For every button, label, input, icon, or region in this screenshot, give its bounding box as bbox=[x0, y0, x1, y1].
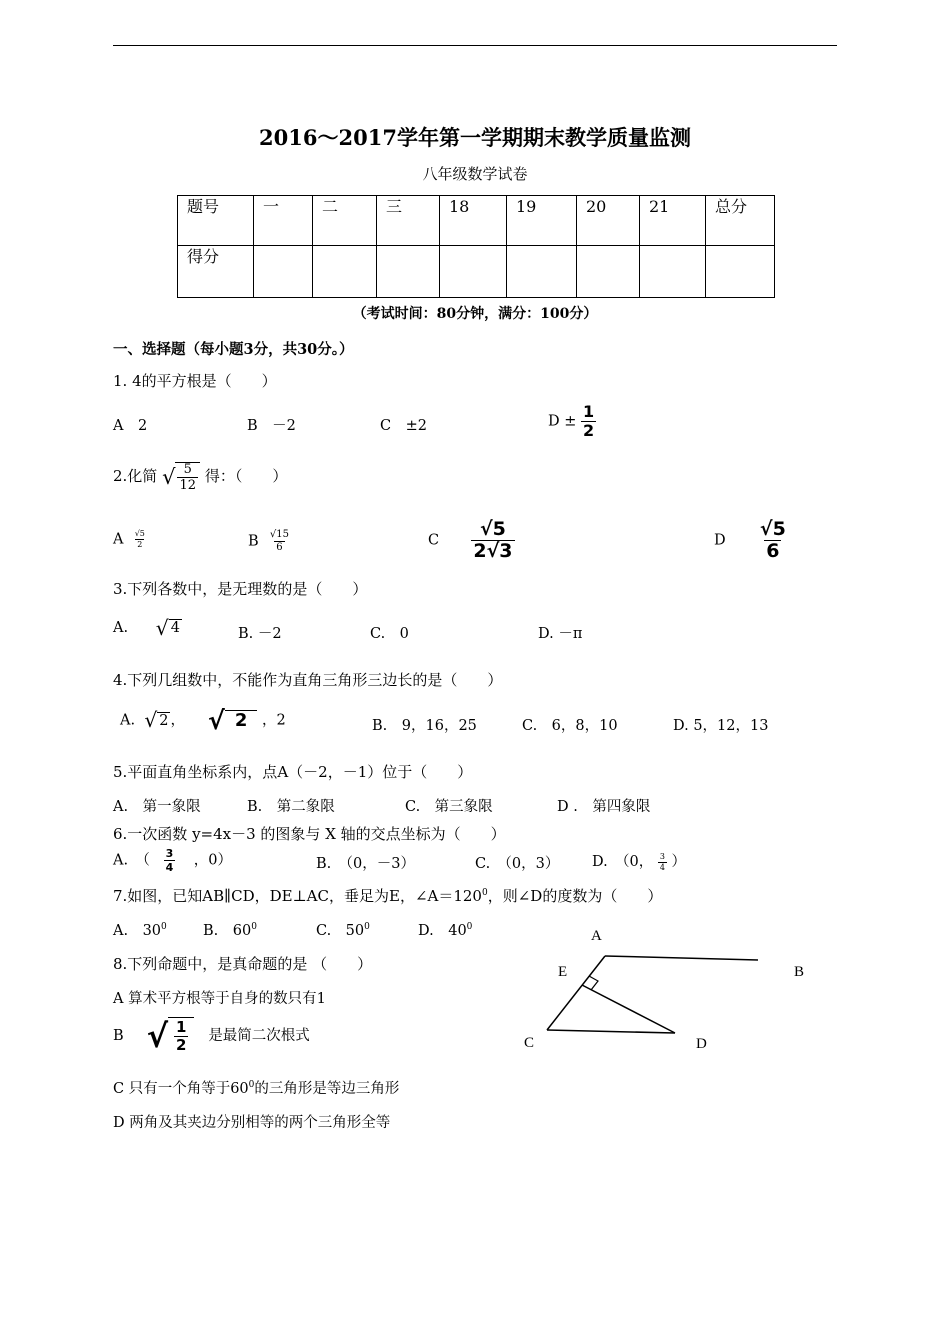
q1-option-a: A 2 bbox=[113, 418, 148, 434]
q2-option-c bbox=[428, 520, 515, 561]
question-3: 3.下列各数中，是无理数的是（ ） bbox=[113, 580, 368, 598]
q8-c-post: 的三角形是等边三角形 bbox=[254, 1081, 400, 1097]
radicand: 2 bbox=[159, 712, 169, 729]
q4-radical-2 bbox=[208, 708, 257, 733]
q4-option-a: A. √ 2 ， √ 2 ，2 bbox=[120, 706, 286, 735]
frac-numerator: √5 bbox=[759, 518, 786, 540]
score-header-cell: 19 bbox=[507, 196, 577, 246]
frac-denominator: 6 bbox=[276, 542, 283, 553]
q1-fraction bbox=[581, 404, 596, 439]
frac-numerator: 5 bbox=[183, 462, 192, 477]
q8-c-pre: C 只有一个角等于60 bbox=[113, 1081, 249, 1097]
option-text: D. 40 bbox=[418, 923, 467, 939]
degree-mark: 0 bbox=[466, 922, 473, 933]
option-letter: A. bbox=[120, 712, 136, 729]
score-row-label: 得分 bbox=[178, 246, 254, 298]
label-d: D bbox=[696, 1036, 707, 1052]
frac-denominator: 4 bbox=[165, 861, 174, 874]
q7-stem-post: ，则∠D的度数为（ ） bbox=[487, 887, 663, 905]
radical-sign-icon: √ bbox=[146, 1017, 169, 1055]
score-header-cell: 总分 bbox=[706, 196, 775, 246]
q2-a-fraction bbox=[133, 530, 147, 549]
q4-a-tail: ，2 bbox=[261, 712, 286, 729]
q2-option-b bbox=[248, 530, 291, 553]
q8-radical bbox=[147, 1017, 195, 1055]
score-cell[interactable] bbox=[706, 246, 775, 298]
score-table bbox=[177, 195, 775, 298]
question-6: 6.一次函数 y=4x－3 的图象与 X 轴的交点坐标为（ ） bbox=[113, 825, 506, 843]
frac-denominator: 2 bbox=[137, 540, 143, 549]
q4-option-c: C. 6，8，10 bbox=[522, 718, 618, 734]
score-cell[interactable] bbox=[507, 246, 577, 298]
line-de bbox=[582, 985, 675, 1033]
q6-d-fraction bbox=[658, 853, 667, 872]
line-ab bbox=[605, 956, 758, 960]
option-letter: B bbox=[248, 533, 259, 550]
q2-d-fraction bbox=[758, 520, 788, 561]
q8-option-b bbox=[113, 1017, 310, 1055]
radical-sign-icon: √ bbox=[162, 464, 176, 489]
q3-option-d: D. －π bbox=[538, 626, 583, 642]
score-table-score-row bbox=[178, 246, 775, 298]
section-title: 一、选择题（每小题3分，共30分。） bbox=[113, 341, 354, 358]
q1-option-d bbox=[548, 404, 596, 439]
degree-mark: 0 bbox=[161, 922, 167, 933]
q7-option-d bbox=[418, 919, 472, 940]
exam-subtitle: 八年级数学试卷 bbox=[422, 165, 528, 183]
frac-denominator: 2√3 bbox=[473, 540, 513, 562]
q4-radical-1 bbox=[144, 708, 170, 733]
q6-d-prefix: D. （0， bbox=[592, 854, 654, 870]
option-text: B. 60 bbox=[203, 923, 252, 939]
q2-radical bbox=[162, 462, 200, 492]
q6-a-fraction bbox=[164, 848, 176, 873]
option-text: A. 30 bbox=[113, 923, 162, 939]
q7-option-a bbox=[113, 919, 167, 940]
frac-numerator: 3 bbox=[165, 847, 174, 860]
option-letter: A bbox=[113, 531, 124, 548]
degree-mark: 0 bbox=[364, 922, 370, 933]
top-rule bbox=[113, 45, 837, 46]
score-cell[interactable] bbox=[640, 246, 706, 298]
q3-option-c: C. 0 bbox=[370, 626, 409, 642]
q8-option-c bbox=[113, 1077, 399, 1098]
q6-a-tail: ，0） bbox=[193, 852, 232, 869]
q1-option-c: C ±2 bbox=[380, 418, 427, 434]
q2-option-d bbox=[714, 520, 788, 561]
line-cd bbox=[547, 1030, 675, 1033]
label-b: B bbox=[794, 964, 805, 980]
score-cell[interactable] bbox=[313, 246, 377, 298]
q3-radical bbox=[156, 618, 182, 638]
q8-b-tail: 是最简二次根式 bbox=[208, 1028, 310, 1044]
option-letter: D bbox=[714, 532, 726, 549]
label-e: E bbox=[558, 964, 568, 980]
frac-denominator: 2 bbox=[176, 1036, 187, 1054]
q6-option-b: B. （0，－3） bbox=[316, 856, 415, 872]
q6-d-tail: ） bbox=[671, 854, 687, 870]
question-7 bbox=[113, 885, 662, 906]
option-text: C. 50 bbox=[316, 923, 365, 939]
degree-mark: 0 bbox=[251, 922, 257, 933]
q6-option-a bbox=[113, 848, 232, 873]
frac-denominator: 4 bbox=[659, 862, 665, 872]
score-header-cell: 二 bbox=[313, 196, 377, 246]
q2-option-a bbox=[113, 530, 147, 549]
score-header-cell: 一 bbox=[254, 196, 313, 246]
q5-option-d: D . 第四象限 bbox=[557, 799, 651, 815]
q7-option-b bbox=[203, 919, 257, 940]
q4-option-b: B. 9，16，25 bbox=[372, 718, 477, 734]
q3-option-a bbox=[113, 618, 182, 638]
frac-denominator: 12 bbox=[179, 478, 197, 493]
score-cell[interactable] bbox=[254, 246, 313, 298]
frac-numerator: √5 bbox=[134, 529, 145, 538]
radicand: 2 bbox=[225, 710, 258, 732]
frac-denominator: 2 bbox=[583, 421, 595, 440]
score-cell[interactable] bbox=[440, 246, 507, 298]
score-header-cell: 三 bbox=[377, 196, 440, 246]
q6-option-c: C. （0，3） bbox=[475, 856, 560, 872]
score-header-cell: 21 bbox=[640, 196, 706, 246]
degree-mark: 0 bbox=[248, 1080, 255, 1091]
frac-denominator: 6 bbox=[766, 540, 780, 562]
q8-option-d: D 两角及其夹边分别相等的两个三角形全等 bbox=[113, 1115, 391, 1131]
q7-option-c bbox=[316, 919, 370, 940]
q8-option-a: A 算术平方根等于自身的数只有1 bbox=[113, 991, 326, 1007]
q5-option-a: A. 第一象限 bbox=[113, 799, 201, 815]
degree-mark: 0 bbox=[481, 888, 488, 898]
q2-stem-pre: 2.化简 bbox=[113, 467, 158, 485]
question-5: 5.平面直角坐标系内，点A（－2，－1）位于（ ） bbox=[113, 763, 473, 781]
exam-info: （考试时间：80分钟，满分：100分） bbox=[352, 306, 598, 322]
frac-numerator: 1 bbox=[176, 1018, 187, 1036]
score-header-cell: 18 bbox=[440, 196, 507, 246]
question-1: 1. 4的平方根是（ ） bbox=[113, 372, 277, 390]
exam-title: 2016～2017学年第一学期期末教学质量监测 bbox=[259, 125, 691, 150]
q7-stem-pre: 7.如图，已知AB∥CD，DE⊥AC，垂足为E，∠A＝120 bbox=[113, 887, 482, 905]
frac-numerator: 3 bbox=[659, 851, 665, 861]
option-letter: B bbox=[113, 1028, 124, 1044]
geometry-diagram bbox=[510, 920, 820, 1060]
right-angle-mark bbox=[589, 976, 598, 990]
frac-numerator: √15 bbox=[269, 529, 289, 540]
option-letter: C bbox=[428, 532, 440, 549]
q4-option-d: D. 5，12，13 bbox=[673, 718, 769, 734]
score-header-cell: 题号 bbox=[178, 196, 254, 246]
q3-option-b: B. －2 bbox=[238, 626, 282, 642]
radical-sign-icon: √ bbox=[144, 708, 158, 733]
q1-option-b: B －2 bbox=[247, 418, 296, 434]
frac-numerator: 1 bbox=[583, 402, 595, 421]
q6-a-prefix: A. （ bbox=[113, 852, 150, 869]
q2-stem-post: 得：（ ） bbox=[204, 467, 288, 485]
frac-numerator: √5 bbox=[479, 518, 506, 540]
question-4: 4.下列几组数中，不能作为直角三角形三边长的是（ ） bbox=[113, 671, 503, 689]
option-letter: A. bbox=[113, 620, 129, 637]
label-c: C bbox=[524, 1035, 535, 1051]
q6-option-d bbox=[592, 850, 686, 872]
question-8: 8.下列命题中，是真命题的是 （ ） bbox=[113, 955, 373, 973]
score-header-cell: 20 bbox=[577, 196, 640, 246]
radicand: 4 bbox=[170, 620, 180, 637]
radical-sign-icon: √ bbox=[155, 616, 169, 640]
question-2 bbox=[113, 462, 287, 492]
radical-sign-icon: √ bbox=[208, 706, 225, 735]
q5-option-b: B. 第二象限 bbox=[247, 799, 335, 815]
q5-option-c: C. 第三象限 bbox=[405, 799, 493, 815]
label-a: A bbox=[591, 928, 602, 944]
q2-b-fraction bbox=[268, 530, 291, 553]
score-cell[interactable] bbox=[577, 246, 640, 298]
q2-c-fraction bbox=[471, 520, 514, 561]
q1-option-d-prefix: D ± bbox=[548, 413, 577, 430]
score-cell[interactable] bbox=[377, 246, 440, 298]
score-table-header-row bbox=[178, 196, 775, 246]
